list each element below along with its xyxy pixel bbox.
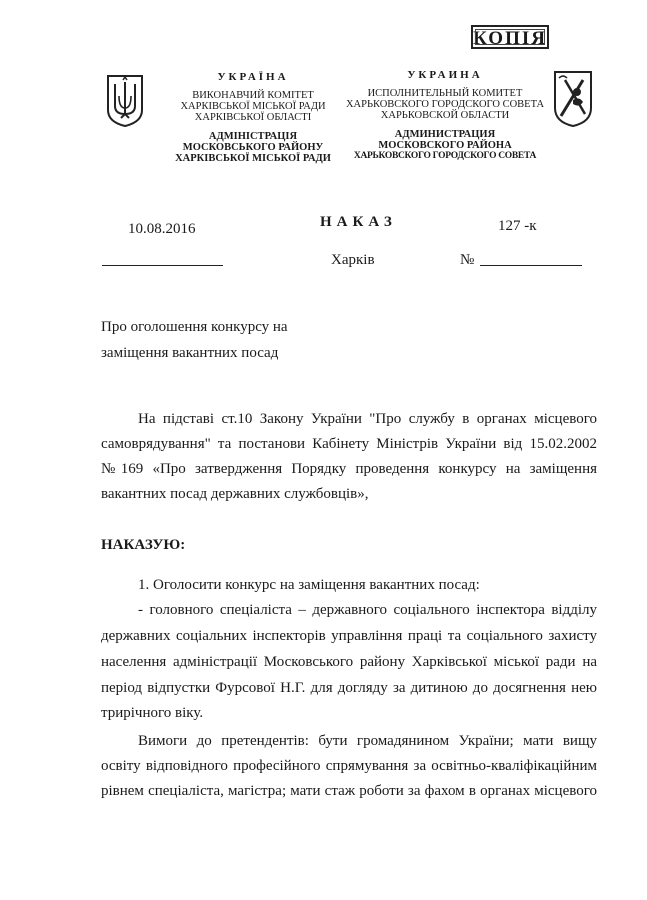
header-right-line2: ХАРЬКОВСКОГО ГОРОДСКОГО СОВЕТА: [345, 99, 545, 110]
copy-stamp: КОПІЯ: [471, 25, 549, 49]
header-right-admin3: ХАРЬКОВСКОГО ГОРОДСКОГО СОВЕТА: [353, 151, 537, 161]
directive-heading: НАКАЗУЮ:: [101, 537, 186, 553]
preamble-line2: самоврядування" та постанови Кабінету Міністрів України від 15.02.2002: [101, 436, 597, 452]
item1-lead: 1. Оголосити конкурс на заміщення вакантних посад:: [138, 577, 480, 593]
header-left-admin1: АДМІНІСТРАЦІЯ: [208, 131, 298, 142]
item1-line2: державних соціальних інспекторів управління праці та соціального захисту: [101, 628, 597, 644]
subject-line2: заміщення вакантних посад: [101, 345, 279, 361]
preamble-line3: №169 «Про затвердження Порядку проведення конкурсу на заміщення: [101, 461, 597, 477]
header-right: [345, 70, 545, 162]
header-left-admin2: МОСКОВСЬКОГО РАЙОНУ: [182, 142, 324, 153]
requirements-line1: Вимоги до претендентів: бути громадянином України; мати вищу: [138, 733, 597, 749]
header-left-title: УКРАЇНА: [217, 71, 289, 83]
trident-emblem-icon: [106, 74, 144, 128]
header-left-line3: ХАРКІВСЬКОЇ ОБЛАСТІ: [194, 112, 312, 123]
item1-line3: населення адміністрації Московського району Харківської міської ради на: [101, 654, 597, 670]
requirements-line3: рівнем спеціаліста, магістра; мати стаж роботи за фахом в органах місцевого: [101, 783, 597, 799]
order-city: Харків: [331, 252, 375, 268]
order-date: 10.08.2016: [128, 221, 196, 237]
date-underline: [102, 265, 223, 266]
kharkiv-emblem-icon: [553, 70, 593, 128]
subject-line1: Про оголошення конкурсу на: [101, 319, 288, 335]
number-underline: [480, 265, 582, 266]
header-right-line1: ИСПОЛНИТЕЛЬНЫЙ КОМИТЕТ: [367, 88, 523, 99]
header-right-admin2: МОСКОВСКОГО РАЙОНА: [378, 140, 512, 151]
header-left: [168, 72, 338, 164]
header-left-line1: ВИКОНАВЧИЙ КОМІТЕТ: [192, 90, 314, 101]
header-left-admin3: ХАРКІВСЬКОЇ МІСЬКОЇ РАДИ: [175, 153, 331, 164]
order-title: НАКАЗ: [320, 214, 397, 230]
header-right-line3: ХАРЬКОВСКОЙ ОБЛАСТИ: [380, 110, 510, 121]
order-number: 127 -к: [498, 218, 537, 234]
preamble-line4: вакантних посад державних службовців»,: [101, 486, 369, 502]
requirements-line2: освіту відповідного професійного спрямування за освітньо-кваліфікаційним: [101, 758, 597, 774]
header-right-admin1: АДМИНИСТРАЦИЯ: [394, 129, 496, 140]
item1-line5: трирічного віку.: [101, 705, 204, 721]
item1-line1: - головного спеціаліста – державного соціального інспектора відділу: [138, 602, 597, 618]
number-sign: №: [460, 252, 475, 268]
header-left-line2: ХАРКІВСЬКОЇ МІСЬКОЇ РАДИ: [180, 101, 326, 112]
preamble-line1: На підставі ст.10 Закону України "Про службу в органах місцевого: [138, 411, 597, 427]
header-right-title: УКРАИНА: [407, 69, 483, 81]
item1-line4: період відпустки Фурсової Н.Г. для догляду за дитиною до досягнення нею: [101, 680, 597, 696]
